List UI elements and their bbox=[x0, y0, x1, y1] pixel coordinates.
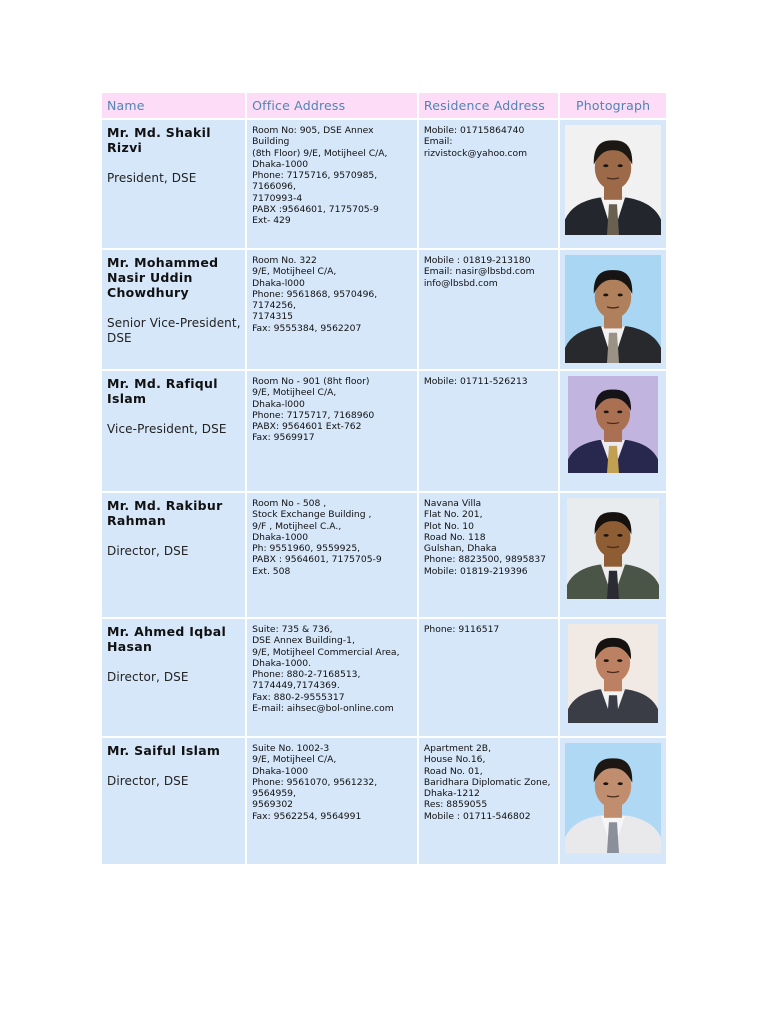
office-address: Room No: 905, DSE Annex Building (8th Floor) 9/E, Motijheel C/A, Dhaka-1000 Phone: 7175716, 9570985, 7166096, 7170993-4 PABX :9564601, 7175705-9 Ext- 429 bbox=[252, 125, 388, 227]
member-title: Vice-President, DSE bbox=[107, 422, 227, 436]
member-name: Mr. Saiful Islam bbox=[107, 743, 221, 758]
header-residence-address: Residence Address bbox=[419, 93, 558, 118]
office-address-cell bbox=[247, 120, 417, 248]
member-name: Mr. Ahmed Iqbal Hasan bbox=[107, 624, 227, 654]
portrait-tie bbox=[607, 333, 619, 363]
member-title: Director, DSE bbox=[107, 544, 189, 558]
photograph-cell bbox=[560, 250, 666, 369]
residence-address-cell bbox=[419, 619, 558, 736]
office-address: Suite: 735 & 736, DSE Annex Building-1, 9/E, Motijheel Commercial Area, Dhaka-1000. Phone: 880-2-7168513, 7174449,7174369. Fax: 880-2-9555317 E-mail: aihsec@bol-online.com bbox=[252, 624, 400, 715]
member-name: Mr. Md. Shakil Rizvi bbox=[107, 125, 211, 155]
member-title: Director, DSE bbox=[107, 774, 189, 788]
portrait-tie bbox=[607, 446, 619, 473]
table-row bbox=[102, 250, 666, 369]
office-address: Suite No. 1002-3 9/E, Motijheel C/A, Dhaka-1000 Phone: 9561070, 9561232, 9564959, 9569302 Fax: 9562254, 9564991 bbox=[252, 743, 378, 822]
residence-address-cell bbox=[419, 371, 558, 491]
board-directory-table bbox=[100, 91, 668, 866]
portrait-tie bbox=[607, 204, 619, 235]
photograph-cell bbox=[560, 493, 666, 617]
member-photo bbox=[567, 498, 659, 599]
office-address: Room No. 322 9/E, Motijheel C/A, Dhaka-l000 Phone: 9561868, 9570496, 7174256, 7174315 Fax: 9555384, 9562207 bbox=[252, 255, 378, 334]
member-title: President, DSE bbox=[107, 171, 197, 185]
member-title: Senior Vice-President, DSE bbox=[107, 316, 241, 345]
member-name: Mr. Mohammed Nasir Uddin Chowdhury bbox=[107, 255, 219, 300]
office-address-cell bbox=[247, 738, 417, 864]
portrait-eye bbox=[604, 659, 609, 662]
portrait-tie bbox=[607, 822, 619, 853]
portrait-tie bbox=[607, 695, 619, 723]
portrait-eye bbox=[617, 410, 622, 413]
office-address: Room No - 901 (8ht floor) 9/E, Motijheel C/A, Dhaka-l000 Phone: 7175717, 7168960 PABX: 9564601 Ext-762 Fax: 9569917 bbox=[252, 376, 375, 444]
residence-address: Mobile: 01711-526213 bbox=[423, 376, 528, 387]
table-row bbox=[102, 619, 666, 736]
member-name: Mr. Md. Rafiqul Islam bbox=[107, 376, 218, 406]
header-office-address: Office Address bbox=[247, 93, 417, 118]
name-cell bbox=[102, 120, 245, 248]
member-photo bbox=[565, 743, 661, 853]
office-address-cell bbox=[247, 493, 417, 617]
name-cell bbox=[102, 619, 245, 736]
portrait-eye bbox=[603, 164, 608, 167]
portrait-eye bbox=[604, 410, 609, 413]
residence-address-cell bbox=[419, 120, 558, 248]
residence-address: Navana Villa Flat No. 201, Plot No. 10 Road No. 118 Gulshan, Dhaka Phone: 8823500, 9895837 Mobile: 01819-219396 bbox=[423, 498, 547, 577]
table-row bbox=[102, 120, 666, 248]
office-address: Room No - 508 , Stock Exchange Building , 9/F , Motijheel C.A., Dhaka-1000 Ph: 9551960, 9559925, PABX : 9564601, 7175705-9 Ext. 508 bbox=[252, 498, 382, 577]
portrait-eye bbox=[618, 164, 623, 167]
portrait-eye bbox=[618, 294, 623, 297]
residence-address: Apartment 2B, House No.16, Road No. 01, Baridhara Diplomatic Zone, Dhaka-1212 Res: 8859055 Mobile : 01711-546802 bbox=[423, 743, 551, 822]
member-photo bbox=[565, 255, 661, 363]
member-photo bbox=[568, 376, 658, 473]
member-photo bbox=[568, 624, 658, 723]
table-row bbox=[102, 493, 666, 617]
residence-address-cell bbox=[419, 250, 558, 369]
portrait-eye bbox=[603, 294, 608, 297]
table-row bbox=[102, 738, 666, 864]
member-photo bbox=[565, 125, 661, 235]
residence-address: Mobile : 01819-213180 Email: nasir@lbsbd.com info@lbsbd.com bbox=[423, 255, 535, 289]
photograph-cell bbox=[560, 619, 666, 736]
office-address-cell bbox=[247, 371, 417, 491]
office-address-cell bbox=[247, 619, 417, 736]
photograph-cell bbox=[560, 371, 666, 491]
residence-address: Phone: 9116517 bbox=[423, 624, 500, 635]
member-name: Mr. Md. Rakibur Rahman bbox=[107, 498, 223, 528]
name-cell bbox=[102, 738, 245, 864]
header-name: Name bbox=[102, 93, 245, 118]
header-photograph: Photograph bbox=[560, 93, 666, 118]
name-cell bbox=[102, 371, 245, 491]
portrait-eye bbox=[604, 534, 609, 537]
office-address-cell bbox=[247, 250, 417, 369]
photograph-cell bbox=[560, 120, 666, 248]
portrait-eye bbox=[617, 659, 622, 662]
photograph-cell bbox=[560, 738, 666, 864]
residence-address-cell bbox=[419, 738, 558, 864]
member-title: Director, DSE bbox=[107, 670, 189, 684]
portrait-eye bbox=[618, 782, 623, 785]
header-row bbox=[102, 93, 666, 118]
portrait-tie bbox=[607, 571, 619, 599]
residence-address: Mobile: 01715864740 Email: rizvistock@yahoo.com bbox=[423, 125, 528, 159]
table-row bbox=[102, 371, 666, 491]
portrait-eye bbox=[617, 534, 622, 537]
name-cell bbox=[102, 250, 245, 369]
portrait-eye bbox=[603, 782, 608, 785]
name-cell bbox=[102, 493, 245, 617]
residence-address-cell bbox=[419, 493, 558, 617]
